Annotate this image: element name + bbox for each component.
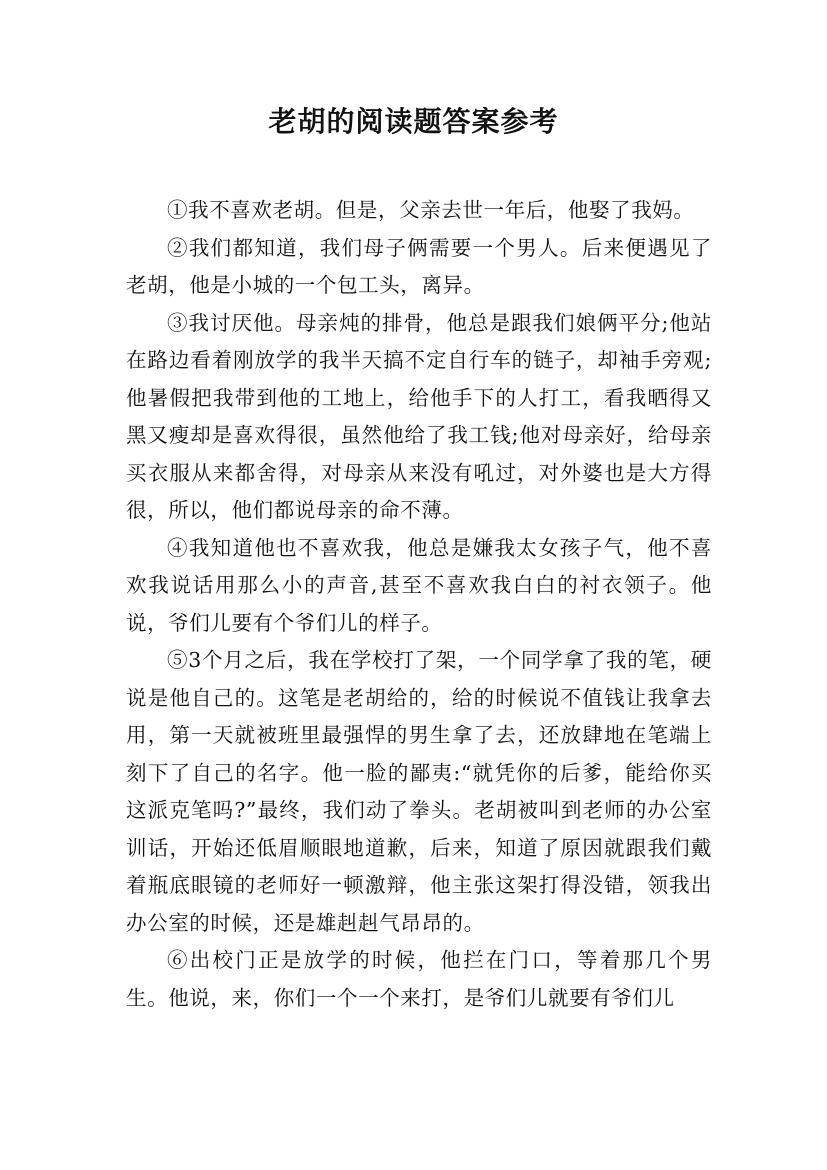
paragraph-5: ⑤3个月之后，我在学校打了架，一个同学拿了我的笔，硬说是他自己的。这笔是老胡给的，给的时候说不值钱让我拿去用，第一天就被班里最强悍的男生拿了去，还放肆地在笔端上刻下了自己的名字。他一脸的鄙夷:“就凭你的后爹，能给你买这派克笔吗?”最终，我们动了拳头。老胡被叫到老师的办公室训话，开始还低眉顺眼地道歉，后来，知道了原因就跟我们戴着瓶底眼镜的老师好一顿激辩，他主张这架打得没错，领我出办公室的时候，还是雄赳赳气昂昂的。 — [126, 648, 712, 935]
document-title: 老胡的阅读题答案参考 — [268, 105, 559, 138]
paragraph-6: ⑥出校门正是放学的时候，他拦在门口，等着那几个男生。他说，来，你们一个一个来打，是爷们儿就要有爷们儿 — [126, 948, 712, 1010]
paragraph-3: ③我讨厌他。母亲炖的排骨，他总是跟我们娘俩平分;他站在路边看着刚放学的我半天搞不定自行车的链子，却袖手旁观;他暑假把我带到他的工地上，给他手下的人打工，看我晒得又黑又瘦却是喜欢得很，虽然他给了我工钱;他对母亲好，给母亲买衣服从来都舍得，对母亲从来没有吼过，对外婆也是大方得很，所以，他们都说母亲的命不薄。 — [126, 310, 712, 522]
paragraph-4: ④我知道他也不喜欢我，他总是嫌我太女孩子气，他不喜欢我说话用那么小的声音,甚至不喜欢我白白的衬衣领子。他说，爷们儿要有个爷们儿的样子。 — [126, 535, 712, 635]
document-body — [126, 192, 712, 1017]
paragraph-2: ②我们都知道，我们母子俩需要一个男人。后来便遇见了老胡，他是小城的一个包工头，离异。 — [126, 235, 712, 297]
paragraph-1: ①我不喜欢老胡。但是，父亲去世一年后，他娶了我妈。 — [167, 198, 695, 222]
